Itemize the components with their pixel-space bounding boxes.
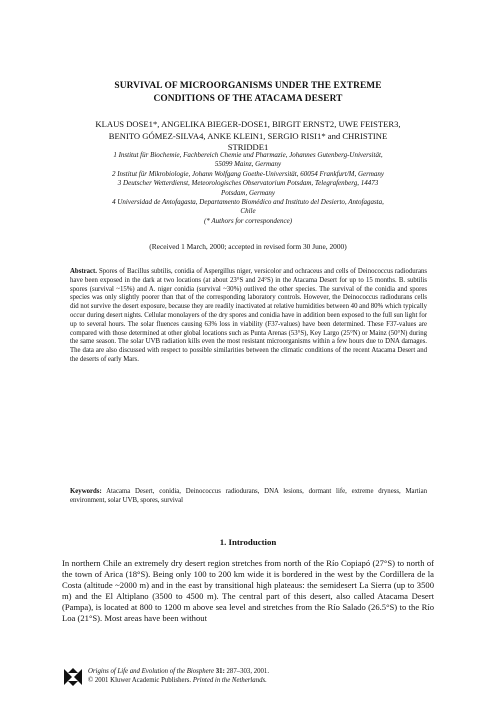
keywords-label: Keywords: — [70, 488, 102, 495]
section-number: 1. — [219, 537, 227, 547]
kluwer-logo-icon — [62, 667, 84, 687]
affiliations — [70, 151, 426, 226]
affiliation-line: 1 Institut für Biochemie, Fachbereich Chemie und Pharmazie, Johannes Gutenberg-Universität, — [113, 151, 383, 159]
section-heading — [60, 536, 436, 548]
affiliation-line: 55099 Mainz, Germany — [214, 160, 282, 169]
footer-citation — [88, 667, 428, 685]
author-list — [60, 119, 436, 154]
keywords — [70, 488, 427, 506]
affiliation-line: (* Authors for correspondence) — [203, 216, 293, 225]
printed-in: Printed in the Netherlands. — [192, 677, 267, 684]
affiliation-line: 3 Deutscher Wetterdienst, Meteorologisches Observatorium Potsdam, Telegrafenberg, 14473 — [117, 179, 379, 188]
title-line: CONDITIONS OF THE ATACAMA DESERT — [153, 94, 343, 104]
affiliation-line: Chile — [240, 207, 256, 216]
journal-pages: 287–303, 2001. — [226, 668, 270, 675]
title-line: SURVIVAL OF MICROORGANISMS UNDER THE EXTREME — [114, 81, 382, 91]
copyright-text: © 2001 Kluwer Academic Publishers. — [88, 677, 192, 684]
author-line: KLAUS DOSE1*, ANGELIKA BIEGER-DOSE1, BIRGIT ERNST2, UWE FEISTER3, — [95, 119, 401, 129]
abstract-label: Abstract. — [70, 268, 97, 275]
section-title-text: Introduction — [228, 537, 277, 547]
keywords-text: Atacama Desert, conidia, Deinococcus radiodurans, DNA lesions, dormant life, extreme dryness, Martian environment, solar UVB, spores, survival — [70, 488, 427, 504]
abstract — [70, 268, 427, 365]
journal-name: Origins of Life and Evolution of the Biosphere — [88, 668, 215, 675]
author-line: STRIDDE1 — [227, 142, 269, 152]
affiliation-line: 2 Institut für Mikrobiologie, Johann Wolfgang Goethe-Universität, 60054 Frankfurt/M, Germany — [111, 169, 385, 178]
introduction-paragraph: In northern Chile an extremely dry desert region stretches from north of the Río Copiapó (27°S) to north of the town of Arica (18°S). Being only 100 to 200 km wide it is bordered in the west by the Cordillera de la Costa (altitude ~2000 m) and in the east by transitional high plateaus: the semidesert La Sierra (up to 3500 m) and the El Altiplano (3500 to 4500 m). The central part of this desert, also called Atacama Desert (Pampa), is located at 800 to 1200 m above sea level and stretches from the Río Salado (26.5°S) to the Río Loa (21°S). Most areas have been without — [62, 558, 434, 624]
abstract-text: Spores of Bacillus subtilis, conidia of Aspergillus niger, versicolor and ochraceus and cells of Deinococcus radiodurans have been exposed in the dark at two locations (at about 23°S and 24°S) in the Atacama Desert for up to 15 months. B. subtilis spores (survival ~15%) and A. niger conidia (survival ~30%) outlived the other species. The survival of the conidia and spores species was only slightly poorer than that of the corresponding laboratory controls. However, the Deinococcus radiodurans cells did not survive the desert exposure, because they are readily inactivated at relative humidities between 40 and 80% which typically occur during desert nights. Cellular monolayers of the dry spores and conidia have in addition been exposed to the full sun light for up to several hours. The solar fluences causing 63% loss in viability (F37-values) have been determined. These F37-values are compared with those determined at other global locations such as Punta Arenas (53°S), Key Largo (25°N) or Mainz (50°N) during the same season. The solar UVB radiation kills even the most resistant microorganisms within a few hours due to DNA damages. The data are also discussed with respect to possible similarities between the climatic conditions of the recent Atacama Desert and the deserts of early Mars. — [70, 268, 428, 363]
affiliation-line: 4 Universidad de Antofagasta, Departamento Biomédico and Instituto del Desierto, Antofagasta, — [112, 198, 384, 207]
affiliation-line: Potsdam, Germany — [220, 188, 276, 197]
journal-volume: 31: — [215, 668, 225, 675]
page-footer — [62, 667, 434, 689]
received-dates: (Received 1 March, 2000; accepted in revised form 30 June, 2000) — [149, 242, 347, 251]
author-line: BENITO GÓMEZ-SILVA4, ANKE KLEIN1, SERGIO RISI1* and CHRISTINE — [108, 130, 388, 141]
paper-title — [60, 80, 436, 106]
